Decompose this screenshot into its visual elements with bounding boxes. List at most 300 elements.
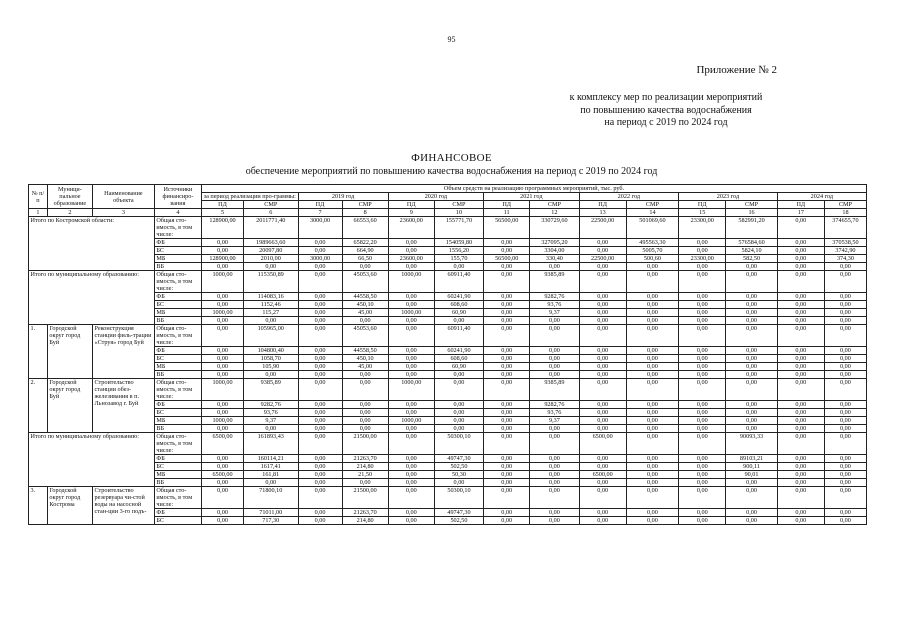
value-cell: 9282,76 xyxy=(243,401,298,409)
funding-source-cell: Общая сто-имость, в том числе: xyxy=(154,325,201,347)
financing-table xyxy=(28,184,867,525)
value-cell: 0,00 xyxy=(726,363,777,371)
object-cell: Строительство резервуара чи-стой воды на насосной стан-ции 3-го подъ- xyxy=(92,487,154,525)
value-cell: 0,00 xyxy=(679,293,726,301)
header-pd: ПД xyxy=(679,201,726,209)
value-cell: 0,00 xyxy=(824,433,866,455)
table-row xyxy=(29,301,867,309)
funding-source-cell: ФБ xyxy=(154,239,201,247)
value-cell: 0,00 xyxy=(579,347,626,355)
value-cell: 0,00 xyxy=(824,401,866,409)
value-cell: 0,00 xyxy=(530,425,579,433)
funding-source-cell: МБ xyxy=(154,417,201,425)
value-cell: 60,90 xyxy=(434,363,483,371)
document-title: ФИНАНСОВОЕ xyxy=(411,152,492,164)
value-cell: 0,00 xyxy=(824,363,866,371)
value-cell: 0,00 xyxy=(434,371,483,379)
value-cell: 0,00 xyxy=(530,347,579,355)
value-cell: 23300,00 xyxy=(679,255,726,263)
value-cell: 0,00 xyxy=(579,301,626,309)
header-pd: ПД xyxy=(579,201,626,209)
value-cell: 0,00 xyxy=(579,425,626,433)
value-cell: 3000,00 xyxy=(298,217,342,239)
value-cell: 0,00 xyxy=(579,293,626,301)
value-cell: 45053,60 xyxy=(342,325,388,347)
value-cell: 93,76 xyxy=(243,409,298,417)
value-cell: 45,00 xyxy=(342,309,388,317)
value-cell: 0,00 xyxy=(298,455,342,463)
value-cell: 0,00 xyxy=(626,309,678,317)
value-cell: 495563,30 xyxy=(626,239,678,247)
value-cell: 1000,00 xyxy=(388,271,434,293)
value-cell: 0,00 xyxy=(679,371,726,379)
header-row-1 xyxy=(29,185,867,193)
value-cell: 6500,00 xyxy=(579,433,626,455)
value-cell: 0,00 xyxy=(726,263,777,271)
value-cell: 1000,00 xyxy=(388,309,434,317)
header-column-index: 17 xyxy=(777,209,824,217)
value-cell: 0,00 xyxy=(243,371,298,379)
value-cell: 0,00 xyxy=(202,509,244,517)
value-cell: 60,90 xyxy=(434,309,483,317)
value-cell: 0,00 xyxy=(777,417,824,425)
header-column-index: 6 xyxy=(243,209,298,217)
value-cell: 0,00 xyxy=(726,487,777,509)
value-cell: 0,00 xyxy=(530,455,579,463)
header-index-row xyxy=(29,209,867,217)
funding-source-cell: Общая сто-имость, в том числе: xyxy=(154,217,201,239)
value-cell: 0,00 xyxy=(579,517,626,525)
header-municipality: Муници-пальное образование xyxy=(47,185,92,209)
value-cell: 502,50 xyxy=(434,517,483,525)
value-cell: 89103,21 xyxy=(726,455,777,463)
value-cell: 0,00 xyxy=(298,401,342,409)
value-cell: 0,00 xyxy=(726,309,777,317)
value-cell: 0,00 xyxy=(679,479,726,487)
value-cell: 0,00 xyxy=(484,371,530,379)
value-cell: 0,00 xyxy=(626,263,678,271)
value-cell: 0,00 xyxy=(726,355,777,363)
value-cell: 0,00 xyxy=(726,371,777,379)
value-cell: 0,00 xyxy=(530,471,579,479)
value-cell: 0,00 xyxy=(202,425,244,433)
value-cell: 0,00 xyxy=(388,239,434,247)
value-cell: 0,00 xyxy=(626,409,678,417)
value-cell: 0,00 xyxy=(388,487,434,509)
value-cell: 0,00 xyxy=(626,371,678,379)
value-cell: 105965,00 xyxy=(243,325,298,347)
value-cell: 0,00 xyxy=(777,301,824,309)
value-cell: 0,00 xyxy=(298,379,342,401)
value-cell: 0,00 xyxy=(726,425,777,433)
value-cell: 0,00 xyxy=(726,301,777,309)
funding-source-cell: МБ xyxy=(154,255,201,263)
value-cell: 0,00 xyxy=(298,363,342,371)
value-cell: 0,00 xyxy=(679,317,726,325)
value-cell: 0,00 xyxy=(626,417,678,425)
table-row xyxy=(29,309,867,317)
value-cell: 0,00 xyxy=(579,379,626,401)
funding-source-cell: Общая сто-имость, в том числе: xyxy=(154,271,201,293)
value-cell: 161,81 xyxy=(243,471,298,479)
value-cell: 0,00 xyxy=(530,325,579,347)
funding-source-cell: МБ xyxy=(154,471,201,479)
value-cell: 0,00 xyxy=(434,401,483,409)
value-cell: 0,00 xyxy=(388,517,434,525)
value-cell: 0,00 xyxy=(679,463,726,471)
header-year: 2023 год xyxy=(679,193,778,201)
header-period: за период реализации про-граммы: xyxy=(202,193,298,201)
value-cell: 1000,00 xyxy=(202,309,244,317)
value-cell: 0,00 xyxy=(243,425,298,433)
value-cell: 450,10 xyxy=(342,355,388,363)
header-column-index: 12 xyxy=(530,209,579,217)
value-cell: 0,00 xyxy=(579,247,626,255)
value-cell: 370538,50 xyxy=(824,239,866,247)
value-cell: 0,00 xyxy=(434,479,483,487)
value-cell: 0,00 xyxy=(679,379,726,401)
value-cell: 0,00 xyxy=(202,239,244,247)
value-cell: 71011,00 xyxy=(243,509,298,517)
value-cell: 0,00 xyxy=(484,239,530,247)
value-cell: 50300,10 xyxy=(434,487,483,509)
funding-source-cell: БС xyxy=(154,355,201,363)
value-cell: 608,60 xyxy=(434,301,483,309)
value-cell: 60241,90 xyxy=(434,347,483,355)
header-column-index: 5 xyxy=(202,209,244,217)
value-cell: 0,00 xyxy=(434,409,483,417)
value-cell: 0,00 xyxy=(342,425,388,433)
value-cell: 44558,50 xyxy=(342,347,388,355)
funding-source-cell: ВБ xyxy=(154,479,201,487)
header-column-index: 9 xyxy=(388,209,434,217)
appendix-subtitle xyxy=(496,92,836,130)
value-cell: 0,00 xyxy=(484,479,530,487)
header-smr: СМР xyxy=(824,201,866,209)
value-cell: 0,00 xyxy=(202,463,244,471)
value-cell: 0,00 xyxy=(777,217,824,239)
header-column-index: 1 xyxy=(29,209,48,217)
value-cell: 0,00 xyxy=(626,363,678,371)
funding-source-cell: ВБ xyxy=(154,371,201,379)
value-cell: 0,00 xyxy=(202,301,244,309)
value-cell: 5005,70 xyxy=(626,247,678,255)
value-cell: 0,00 xyxy=(530,433,579,455)
value-cell: 23600,00 xyxy=(388,217,434,239)
value-cell: 0,00 xyxy=(388,463,434,471)
table-row xyxy=(29,409,867,417)
value-cell: 155,70 xyxy=(434,255,483,263)
value-cell: 0,00 xyxy=(679,517,726,525)
value-cell: 0,00 xyxy=(434,379,483,401)
value-cell: 0,00 xyxy=(824,417,866,425)
value-cell: 0,00 xyxy=(777,255,824,263)
value-cell: 0,00 xyxy=(726,517,777,525)
value-cell: 22500,00 xyxy=(579,255,626,263)
value-cell: 0,00 xyxy=(679,301,726,309)
value-cell: 330,40 xyxy=(530,255,579,263)
value-cell: 0,00 xyxy=(579,509,626,517)
value-cell: 0,00 xyxy=(484,301,530,309)
header-column-index: 10 xyxy=(434,209,483,217)
value-cell: 608,60 xyxy=(434,355,483,363)
value-cell: 330729,60 xyxy=(530,217,579,239)
value-cell: 0,00 xyxy=(626,487,678,509)
value-cell: 0,00 xyxy=(298,425,342,433)
value-cell: 0,00 xyxy=(484,355,530,363)
value-cell: 0,00 xyxy=(202,325,244,347)
value-cell: 0,00 xyxy=(202,517,244,525)
header-column-index: 3 xyxy=(92,209,154,217)
value-cell: 0,00 xyxy=(484,509,530,517)
value-cell: 0,00 xyxy=(298,355,342,363)
group-total-label: Итого по муниципальному образованию: xyxy=(29,271,155,325)
value-cell: 45053,60 xyxy=(342,271,388,293)
value-cell: 0,00 xyxy=(579,263,626,271)
table-row xyxy=(29,239,867,247)
table-row xyxy=(29,347,867,355)
value-cell: 0,00 xyxy=(626,433,678,455)
value-cell: 0,00 xyxy=(824,455,866,463)
value-cell: 0,00 xyxy=(298,479,342,487)
value-cell: 0,00 xyxy=(484,363,530,371)
value-cell: 6500,00 xyxy=(202,433,244,455)
value-cell: 6500,00 xyxy=(579,471,626,479)
value-cell: 1152,46 xyxy=(243,301,298,309)
value-cell: 1058,70 xyxy=(243,355,298,363)
value-cell: 105,90 xyxy=(243,363,298,371)
value-cell: 0,00 xyxy=(484,409,530,417)
value-cell: 0,00 xyxy=(342,371,388,379)
municipality-cell: Городской округ город Буй xyxy=(47,379,92,433)
value-cell: 0,00 xyxy=(530,317,579,325)
value-cell: 0,00 xyxy=(579,487,626,509)
funding-source-cell: БС xyxy=(154,301,201,309)
value-cell: 155771,70 xyxy=(434,217,483,239)
table-row xyxy=(29,293,867,301)
value-cell: 502,50 xyxy=(434,463,483,471)
value-cell: 0,00 xyxy=(388,347,434,355)
header-year: 2019 год xyxy=(298,193,388,201)
value-cell: 0,00 xyxy=(579,463,626,471)
value-cell: 0,00 xyxy=(726,401,777,409)
funding-source-cell: ФБ xyxy=(154,509,201,517)
value-cell: 0,00 xyxy=(679,425,726,433)
value-cell: 0,00 xyxy=(824,325,866,347)
header-smr: СМР xyxy=(434,201,483,209)
value-cell: 90093,33 xyxy=(726,433,777,455)
value-cell: 0,00 xyxy=(579,271,626,293)
value-cell: 0,00 xyxy=(388,471,434,479)
value-cell: 93,76 xyxy=(530,409,579,417)
value-cell: 0,00 xyxy=(202,293,244,301)
value-cell: 0,00 xyxy=(726,347,777,355)
value-cell: 0,00 xyxy=(626,317,678,325)
value-cell: 717,30 xyxy=(243,517,298,525)
value-cell: 1000,00 xyxy=(202,417,244,425)
value-cell: 0,00 xyxy=(484,433,530,455)
value-cell: 60911,40 xyxy=(434,271,483,293)
value-cell: 0,00 xyxy=(777,271,824,293)
table-row xyxy=(29,517,867,525)
value-cell: 0,00 xyxy=(202,371,244,379)
table-row xyxy=(29,217,867,239)
object-cell: Реконструкция станции филь-трации «Струя» город Буй xyxy=(92,325,154,379)
value-cell: 0,00 xyxy=(579,325,626,347)
object-cell: Строительство станции обез-железивания в п. Льнозавод г. Буй xyxy=(92,379,154,433)
value-cell: 0,00 xyxy=(298,301,342,309)
header-smr: СМР xyxy=(530,201,579,209)
funding-source-cell: МБ xyxy=(154,363,201,371)
table-row xyxy=(29,401,867,409)
value-cell: 327095,20 xyxy=(530,239,579,247)
header-year: 2021 год xyxy=(484,193,579,201)
header-source: Источники финансиро-вания xyxy=(154,185,201,209)
value-cell: 9,37 xyxy=(530,417,579,425)
value-cell: 0,00 xyxy=(484,247,530,255)
value-cell: 0,00 xyxy=(777,325,824,347)
header-smr: СМР xyxy=(342,201,388,209)
value-cell: 2010,00 xyxy=(243,255,298,263)
value-cell: 0,00 xyxy=(388,401,434,409)
value-cell: 0,00 xyxy=(579,479,626,487)
value-cell: 0,00 xyxy=(298,293,342,301)
value-cell: 0,00 xyxy=(777,309,824,317)
header-column-index: 18 xyxy=(824,209,866,217)
value-cell: 0,00 xyxy=(626,479,678,487)
value-cell: 0,00 xyxy=(484,317,530,325)
value-cell: 576584,60 xyxy=(726,239,777,247)
value-cell: 90,01 xyxy=(726,471,777,479)
value-cell: 0,00 xyxy=(777,487,824,509)
value-cell: 0,00 xyxy=(342,317,388,325)
value-cell: 0,00 xyxy=(679,471,726,479)
value-cell: 0,00 xyxy=(679,263,726,271)
value-cell: 0,00 xyxy=(388,433,434,455)
value-cell: 0,00 xyxy=(298,309,342,317)
value-cell: 0,00 xyxy=(777,379,824,401)
group-total-label: Итого по муниципальному образованию: xyxy=(29,433,155,487)
funding-source-cell: Общая сто-имость, в том числе: xyxy=(154,487,201,509)
value-cell: 0,00 xyxy=(484,263,530,271)
value-cell: 9282,76 xyxy=(530,401,579,409)
value-cell: 0,00 xyxy=(388,317,434,325)
header-pd: ПД xyxy=(777,201,824,209)
table-row xyxy=(29,325,867,347)
value-cell: 71800,10 xyxy=(243,487,298,509)
value-cell: 0,00 xyxy=(579,409,626,417)
municipality-cell: Городской округ город Кострома xyxy=(47,487,92,525)
value-cell: 21263,70 xyxy=(342,509,388,517)
value-cell: 0,00 xyxy=(434,425,483,433)
table-row xyxy=(29,317,867,325)
value-cell: 0,00 xyxy=(777,463,824,471)
document-subtitle: обеспечение мероприятий по повышению качества водоснабжения на период с 2019 по 2024 год xyxy=(245,166,658,177)
value-cell: 0,00 xyxy=(726,479,777,487)
funding-source-cell: ВБ xyxy=(154,263,201,271)
value-cell: 0,00 xyxy=(824,371,866,379)
value-cell: 0,00 xyxy=(579,239,626,247)
value-cell: 0,00 xyxy=(777,263,824,271)
value-cell: 0,00 xyxy=(626,325,678,347)
subtitle-line: на период с 2019 по 2024 год xyxy=(604,117,728,128)
value-cell: 0,00 xyxy=(824,317,866,325)
value-cell: 6500,00 xyxy=(202,471,244,479)
value-cell: 0,00 xyxy=(484,379,530,401)
value-cell: 500,60 xyxy=(626,255,678,263)
funding-source-cell: ВБ xyxy=(154,317,201,325)
value-cell: 66553,60 xyxy=(342,217,388,239)
value-cell: 0,00 xyxy=(530,355,579,363)
subtitle-line: к комплексу мер по реализации мероприятий xyxy=(569,92,763,103)
municipality-cell: Городской округ город Буй xyxy=(47,325,92,379)
value-cell: 0,00 xyxy=(679,247,726,255)
table-row xyxy=(29,263,867,271)
value-cell: 0,00 xyxy=(777,433,824,455)
value-cell: 0,00 xyxy=(824,463,866,471)
value-cell: 0,00 xyxy=(298,371,342,379)
value-cell: 9385,89 xyxy=(530,271,579,293)
value-cell: 0,00 xyxy=(824,309,866,317)
value-cell: 0,00 xyxy=(298,247,342,255)
value-cell: 0,00 xyxy=(824,479,866,487)
funding-source-cell: ФБ xyxy=(154,455,201,463)
value-cell: 0,00 xyxy=(679,309,726,317)
value-cell: 0,00 xyxy=(530,263,579,271)
value-cell: 1000,00 xyxy=(202,271,244,293)
value-cell: 2011771,40 xyxy=(243,217,298,239)
value-cell: 23600,00 xyxy=(388,255,434,263)
value-cell: 0,00 xyxy=(726,509,777,517)
value-cell: 0,00 xyxy=(824,301,866,309)
value-cell: 0,00 xyxy=(579,455,626,463)
header-column-index: 11 xyxy=(484,209,530,217)
value-cell: 0,00 xyxy=(202,401,244,409)
table-row xyxy=(29,371,867,379)
value-cell: 56500,00 xyxy=(484,217,530,239)
header-pd: ПД xyxy=(298,201,342,209)
funding-source-cell: ФБ xyxy=(154,293,201,301)
value-cell: 128900,00 xyxy=(202,217,244,239)
value-cell: 104800,40 xyxy=(243,347,298,355)
value-cell: 0,00 xyxy=(298,325,342,347)
value-cell: 1000,00 xyxy=(202,379,244,401)
value-cell: 0,00 xyxy=(202,247,244,255)
value-cell: 0,00 xyxy=(626,355,678,363)
value-cell: 0,00 xyxy=(298,417,342,425)
value-cell: 23300,00 xyxy=(679,217,726,239)
table-row xyxy=(29,355,867,363)
value-cell: 0,00 xyxy=(679,455,726,463)
value-cell: 93,76 xyxy=(530,301,579,309)
value-cell: 0,00 xyxy=(777,409,824,417)
value-cell: 450,10 xyxy=(342,301,388,309)
value-cell: 49747,30 xyxy=(434,509,483,517)
value-cell: 0,00 xyxy=(530,371,579,379)
header-pd: ПД xyxy=(484,201,530,209)
value-cell: 0,00 xyxy=(484,471,530,479)
value-cell: 0,00 xyxy=(824,487,866,509)
value-cell: 154059,80 xyxy=(434,239,483,247)
value-cell: 20097,80 xyxy=(243,247,298,255)
value-cell: 21,50 xyxy=(342,471,388,479)
funding-source-cell: МБ xyxy=(154,309,201,317)
value-cell: 214,80 xyxy=(342,463,388,471)
value-cell: 0,00 xyxy=(579,355,626,363)
value-cell: 0,00 xyxy=(342,417,388,425)
value-cell: 0,00 xyxy=(202,409,244,417)
value-cell: 0,00 xyxy=(388,247,434,255)
